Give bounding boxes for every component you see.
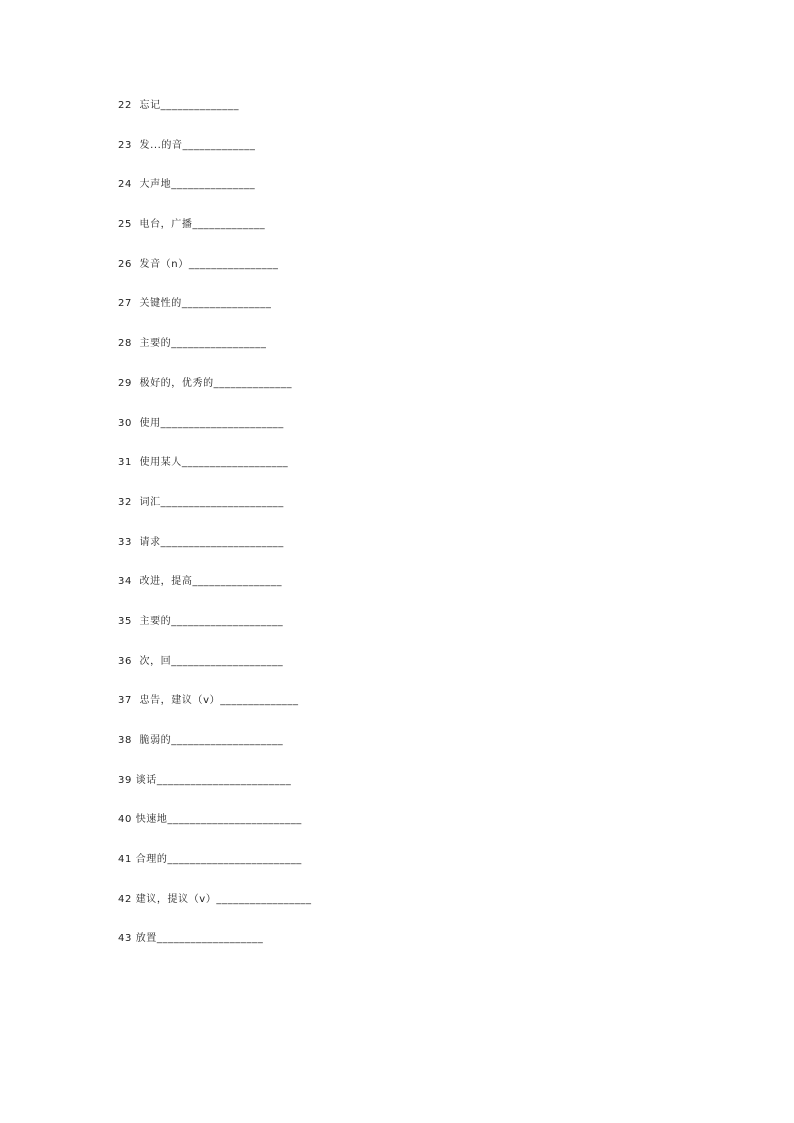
list-item: 27 关键性的________________ [118, 298, 272, 310]
list-item: 35 主要的____________________ [118, 615, 284, 627]
list-item: 40 快速地________________________ [118, 814, 302, 826]
vocabulary-list [118, 98, 312, 971]
list-item: 43 放置___________________ [118, 933, 264, 945]
list-item: 36 次，回____________________ [118, 655, 284, 667]
list-item: 37 忠告，建议（v）______________ [118, 695, 299, 707]
list-item: 34 改进，提高________________ [118, 576, 283, 588]
list-item: 28 主要的_________________ [118, 338, 267, 350]
list-item: 30 使用______________________ [118, 417, 284, 429]
list-item: 38 脆弱的____________________ [118, 735, 284, 746]
list-item: 26 发音（n）________________ [118, 258, 279, 270]
list-item: 39 谈话________________________ [118, 774, 292, 786]
list-item: 33 请求______________________ [118, 536, 284, 548]
list-item: 29 极好的，优秀的______________ [118, 377, 293, 389]
list-item: 32 词汇______________________ [118, 496, 284, 508]
list-item: 31 使用某人___________________ [118, 457, 289, 469]
list-item: 25 电台，广播_____________ [118, 219, 266, 231]
list-item: 42 建议，提议（v）_________________ [118, 893, 312, 905]
list-item: 41 合理的________________________ [118, 854, 302, 866]
list-item: 22 忘记______________ [118, 100, 240, 111]
list-item: 23 发...的音_____________ [118, 139, 256, 151]
list-item: 24 大声地_______________ [118, 179, 256, 191]
